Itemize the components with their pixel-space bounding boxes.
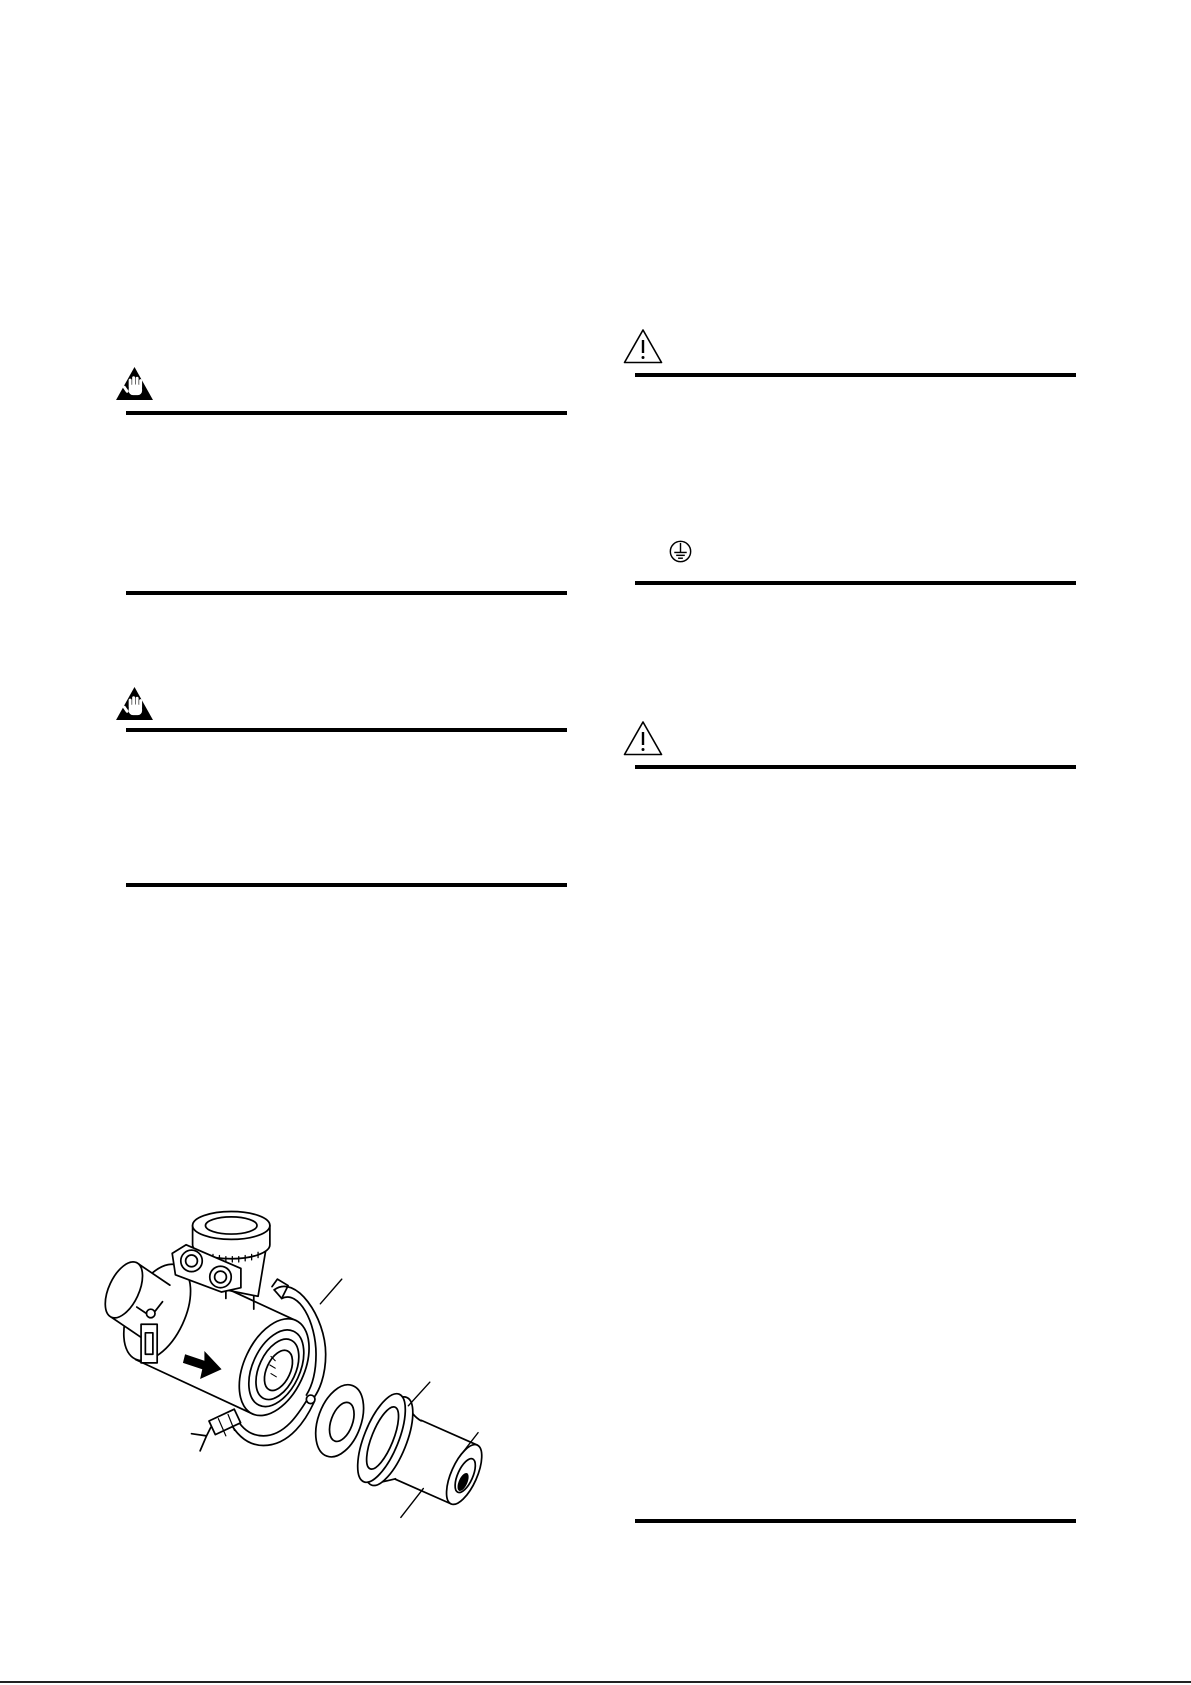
warning-top-rule <box>635 765 1076 769</box>
notice-bottom-rule <box>126 591 567 595</box>
important-hand-icon <box>115 366 154 401</box>
wing-nut-bolt-lower <box>192 1409 241 1451</box>
flowmeter-clamp-assembly-illustration <box>102 1204 500 1526</box>
notice-top-rule <box>126 411 567 415</box>
warning-bottom-rule <box>635 1519 1076 1523</box>
protective-ground-icon <box>669 540 692 563</box>
notice-top-rule <box>126 728 567 732</box>
page-bottom-edge <box>0 1681 1191 1683</box>
important-hand-icon <box>115 686 154 721</box>
warning-bottom-rule <box>635 581 1076 585</box>
notice-bottom-rule <box>126 883 567 887</box>
ferrule-pipe <box>348 1388 489 1509</box>
warning-triangle-icon <box>623 720 663 756</box>
warning-top-rule <box>635 373 1076 377</box>
warning-triangle-icon <box>623 328 663 364</box>
